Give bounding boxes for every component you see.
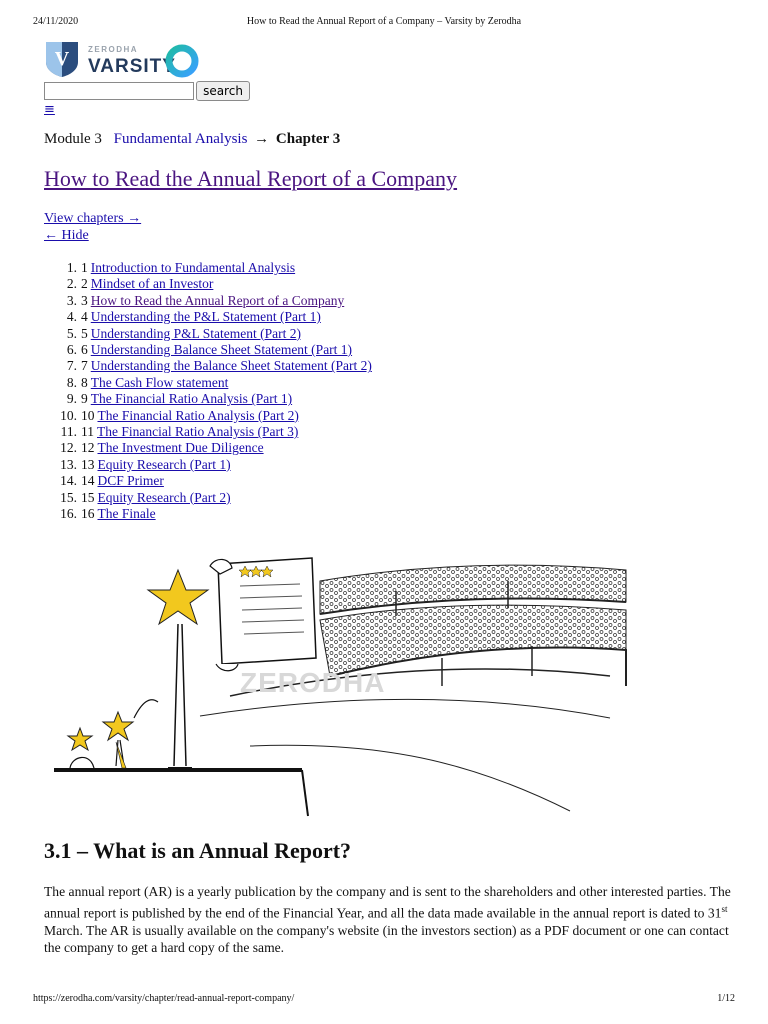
chapter-link[interactable]: The Investment Due Diligence [97,440,264,456]
chapter-number: 10. [60,407,77,423]
chapter-index: 3 [81,292,88,308]
chapter-item [44,408,372,424]
print-doc-title: How to Read the Annual Report of a Company – Varsity by Zerodha [246,16,522,27]
paragraph-superscript: st [721,903,728,914]
chapter-link[interactable]: The Financial Ratio Analysis (Part 3) [97,424,299,440]
paragraph-text: The annual report (AR) is a yearly publication by the company and is sent to the shareholders and other interested parties. The annual report is published by the end of the Financial Year, and all the data made available in the annual report is dated to 31 [44,884,731,921]
print-date: 24/11/2020 [33,16,79,27]
chapter-number: 9. [66,391,77,407]
chapter-index: 6 [81,342,88,358]
chapter-link[interactable]: The Cash Flow statement [90,374,229,390]
chapter-index: 12 [81,440,95,456]
chapter-index: 2 [81,276,88,292]
chapter-link[interactable]: Equity Research (Part 2) [97,489,231,505]
breadcrumb-arrow: → [254,131,270,147]
print-page-number: 1/12 [717,993,735,1004]
section-paragraph [44,883,734,957]
chapter-item [44,457,372,473]
chapter-index: 10 [81,407,95,423]
page-title[interactable]: How to Read the Annual Report of a Company [44,166,458,191]
chapter-illustration [50,546,630,818]
chapter-number: 16. [60,506,77,522]
annual-report-scroll [210,558,316,671]
chapter-link[interactable]: Mindset of an Investor [90,276,214,292]
chapter-link[interactable]: Understanding Balance Sheet Statement (Part 1) [90,342,353,358]
chapter-link[interactable]: DCF Primer [97,473,164,489]
breadcrumb-chapter: Chapter 3 [275,131,341,147]
svg-text:V: V [54,48,70,70]
chapter-link[interactable]: Equity Research (Part 1) [97,456,231,472]
chapter-item [44,293,372,309]
small-star-figures [68,700,158,768]
chapter-number: 12. [60,440,77,456]
varsity-ring-icon [164,43,200,79]
breadcrumb-module-link[interactable]: Fundamental Analysis [113,131,248,147]
chapter-index: 4 [81,309,88,325]
cliff-ledge [54,770,308,816]
chapter-link[interactable]: The Financial Ratio Analysis (Part 2) [97,407,299,423]
breadcrumb-module: Module 3 [44,131,102,147]
chapter-index: 16 [81,506,95,522]
hide-link[interactable]: ← Hide [44,228,89,243]
chapter-item [44,276,372,292]
logo-brand-big: VARSITY [88,56,176,77]
chapter-item [44,440,372,456]
chapter-number: 2. [66,276,77,292]
shield-icon [44,40,80,78]
chapter-number: 3. [66,292,77,308]
chapter-item [44,342,372,358]
chapter-list [44,260,372,523]
breadcrumb [44,131,340,148]
chapter-item [44,391,372,407]
chapter-number: 8. [66,374,77,390]
chapter-item [44,473,372,489]
print-header [33,16,735,30]
chapter-link[interactable]: The Finale [97,506,156,522]
chapter-number: 4. [66,309,77,325]
chapter-number: 11. [60,424,77,440]
chapter-number: 15. [60,489,77,505]
chapter-link[interactable]: Introduction to Fundamental Analysis [90,260,296,275]
search-input[interactable] [44,82,194,100]
chapter-item [44,358,372,374]
varsity-logo[interactable] [44,40,204,82]
chapter-link[interactable]: Understanding the P&L Statement (Part 1) [90,309,321,325]
chapter-link[interactable]: Understanding P&L Statement (Part 2) [90,325,301,341]
chapter-index: 5 [81,325,88,341]
star-figure [148,570,208,768]
view-chapters-link[interactable]: View chapters → [44,211,142,226]
paragraph-text: March. The AR is usually available on the company's website (in the investors section) as a PDF document or one can contact the company to get a hard copy of the same. [44,922,729,956]
logo-brand-small: ZERODHA [88,45,139,54]
chapter-link-current[interactable]: How to Read the Annual Report of a Company [90,292,345,308]
chapter-number: 13. [60,456,77,472]
chapter-index: 9 [81,391,88,407]
chapter-number: 5. [66,325,77,341]
chapter-item [44,260,372,276]
section-heading: 3.1 – What is an Annual Report? [44,838,352,863]
chapter-index: 1 [81,260,88,275]
chapter-number: 1. [66,260,77,275]
chapter-item [44,375,372,391]
chapter-index: 7 [81,358,88,374]
print-url: https://zerodha.com/varsity/chapter/read-annual-report-company/ [33,993,295,1004]
chapter-index: 13 [81,456,95,472]
watermark: ZERODHA [240,667,386,698]
chapter-item [44,424,372,440]
chapter-index: 14 [81,473,95,489]
chapter-index: 11 [81,424,94,440]
chapter-link[interactable]: Understanding the Balance Sheet Statement (Part 2) [90,358,372,374]
chapter-item [44,326,372,342]
chapter-number: 7. [66,358,77,374]
chapter-item [44,490,372,506]
chapter-number: 14. [60,473,77,489]
menu-icon[interactable]: ≡ [44,102,55,117]
chapter-link[interactable]: The Financial Ratio Analysis (Part 1) [90,391,293,407]
chapter-item [44,309,372,325]
chapter-number: 6. [66,342,77,358]
chapter-item [44,506,372,522]
search-button[interactable]: search [196,81,250,101]
print-footer [33,993,735,1007]
chapter-index: 15 [81,489,95,505]
chapter-index: 8 [81,374,88,390]
